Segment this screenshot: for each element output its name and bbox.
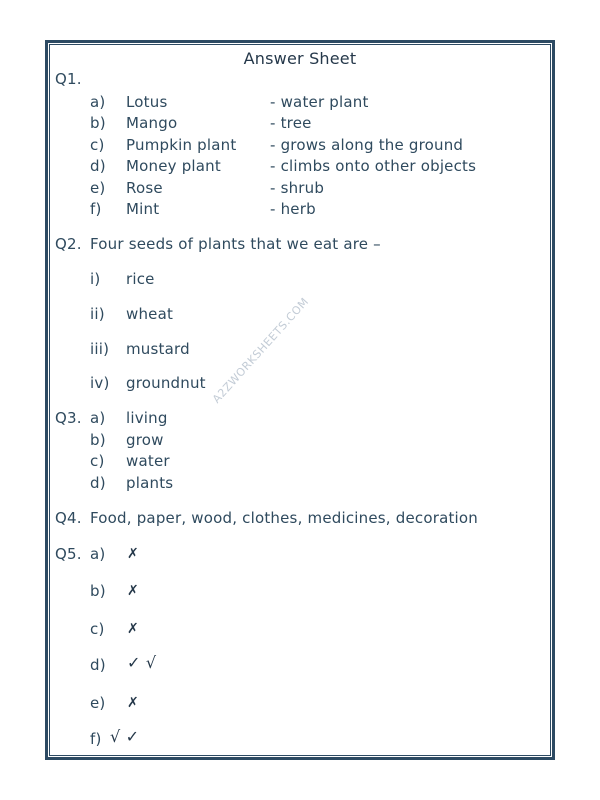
- cross-mark-icon: ✗: [127, 695, 139, 711]
- q1-item-type: - grows along the ground: [270, 136, 464, 154]
- q1-item-letter: c): [90, 136, 105, 154]
- q2-item-answer: rice: [126, 270, 155, 288]
- q1-item-plant: Lotus: [126, 93, 168, 111]
- q5-item-letter: c): [90, 620, 105, 638]
- q5-label: Q5.: [55, 545, 82, 563]
- q3-item-answer: grow: [126, 431, 164, 449]
- q3-item-letter: b): [90, 431, 106, 449]
- q1-item-type: - herb: [270, 200, 316, 218]
- check-mark-icon: √ ✓: [110, 727, 140, 746]
- q1-item-type: - water plant: [270, 93, 369, 111]
- q1-item-type: - tree: [270, 114, 312, 132]
- check-mark-icon: ✓ √: [127, 653, 157, 672]
- q1-item-letter: a): [90, 93, 106, 111]
- q5-item-letter: b): [90, 582, 106, 600]
- q5-item-letter: a): [90, 545, 106, 563]
- q3-item-letter: d): [90, 474, 106, 492]
- q2-label: Q2.: [55, 235, 82, 253]
- q1-label: Q1.: [55, 70, 82, 88]
- q5-item-letter: d): [90, 656, 106, 674]
- cross-mark-icon: ✗: [127, 583, 139, 599]
- q1-item-letter: b): [90, 114, 106, 132]
- cross-mark-icon: ✗: [127, 621, 139, 637]
- q2-item-answer: wheat: [126, 305, 174, 323]
- q1-item-letter: e): [90, 179, 106, 197]
- q2-item-numeral: i): [90, 270, 101, 288]
- watermark: A2ZWORKSHEETS.COM: [210, 295, 312, 406]
- q3-label: Q3.: [55, 409, 82, 427]
- q2-item-answer: mustard: [126, 340, 190, 358]
- q2-item-numeral: iii): [90, 340, 110, 358]
- q3-item-letter: c): [90, 452, 105, 470]
- q2-item-numeral: ii): [90, 305, 105, 323]
- q1-item-type: - shrub: [270, 179, 325, 197]
- q1-item-letter: d): [90, 157, 106, 175]
- q1-item-letter: f): [90, 200, 102, 218]
- q1-item-plant: Mint: [126, 200, 160, 218]
- q1-item-type: - climbs onto other objects: [270, 157, 477, 175]
- q2-item-numeral: iv): [90, 374, 110, 392]
- q1-item-plant: Rose: [126, 179, 163, 197]
- q4-text: Food, paper, wood, clothes, medicines, decoration: [90, 509, 479, 527]
- q1-item-plant: Pumpkin plant: [126, 136, 237, 154]
- q3-item-letter: a): [90, 409, 106, 427]
- q1-item-plant: Mango: [126, 114, 178, 132]
- q3-item-answer: living: [126, 409, 168, 427]
- q3-item-answer: water: [126, 452, 170, 470]
- q4-label: Q4.: [55, 509, 82, 527]
- q5-item-letter: e): [90, 694, 106, 712]
- q1-item-plant: Money plant: [126, 157, 221, 175]
- cross-mark-icon: ✗: [127, 546, 139, 562]
- q5-item-letter: f): [90, 730, 102, 748]
- q2-text: Four seeds of plants that we eat are –: [90, 235, 381, 253]
- q2-item-answer: groundnut: [126, 374, 206, 392]
- page-title: Answer Sheet: [243, 49, 357, 68]
- q3-item-answer: plants: [126, 474, 174, 492]
